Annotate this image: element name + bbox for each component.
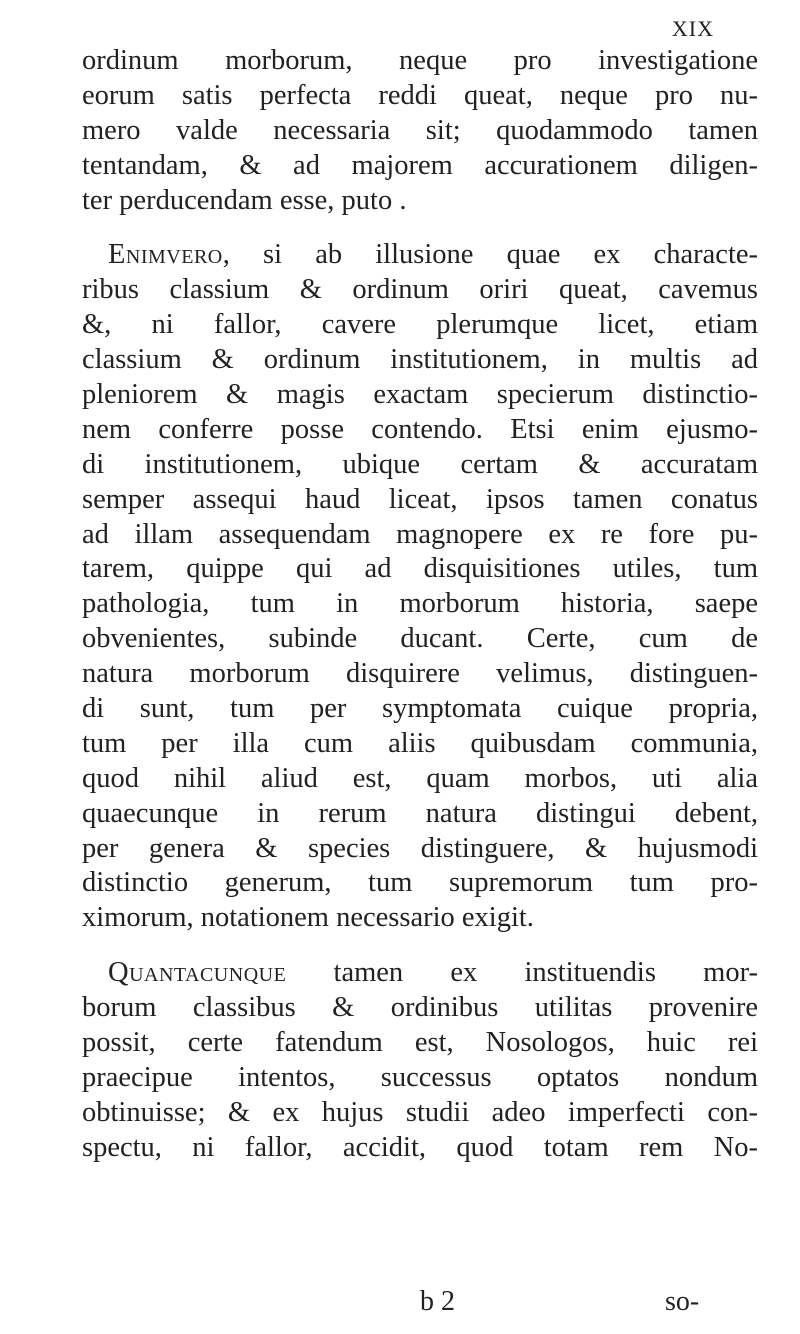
text-line bbox=[82, 956, 758, 991]
text-line: obvenientes, subinde ducant. Certe, cum de bbox=[82, 623, 758, 655]
text-line: ximorum, notationem necessario exigit. bbox=[82, 902, 534, 934]
page-footer bbox=[0, 1286, 800, 1326]
text-line: ribus classium & ordinum oriri queat, cavemus bbox=[82, 274, 758, 306]
text-line: pleniorem & magis exactam specierum distinctio- bbox=[82, 379, 758, 411]
text-line: spectu, ni fallor, accidit, quod totam rem No- bbox=[82, 1131, 758, 1163]
text-line: obtinuisse; & ex hujus studii adeo imperfecti con- bbox=[82, 1096, 758, 1128]
text-line: pathologia, tum in morborum historia, saepe bbox=[82, 588, 758, 620]
text-line: ad illam assequendam magnopere ex re fore pu- bbox=[82, 518, 758, 550]
paragraph-2 bbox=[82, 238, 758, 936]
text-line: praecipue intentos, successus optatos nondum bbox=[82, 1061, 758, 1093]
paragraph-3 bbox=[82, 956, 758, 1165]
text-line: borum classibus & ordinibus utilitas provenire bbox=[82, 992, 758, 1024]
text-line: mero valde necessaria sit; quodammodo tamen bbox=[82, 114, 758, 146]
line-rest: , si ab illusione quae ex characte- bbox=[222, 239, 758, 271]
signature-mark: b 2 bbox=[420, 1286, 455, 1317]
text-line: tarem, quippe qui ad disquisitiones utiles, tum bbox=[82, 553, 758, 585]
text-line: ter perducendam esse, puto . bbox=[82, 184, 407, 216]
catchword: so- bbox=[665, 1286, 700, 1317]
text-line: di sunt, tum per symptomata cuique propria, bbox=[82, 693, 758, 725]
text-line: &, ni fallor, cavere plerumque licet, etiam bbox=[82, 309, 758, 341]
text-line: eorum satis perfecta reddi queat, neque pro nu- bbox=[82, 79, 758, 111]
text-line: di institutionem, ubique certam & accuratam bbox=[82, 448, 758, 480]
paragraph-1 bbox=[82, 44, 758, 218]
line-rest: tamen ex instituendis mor- bbox=[286, 957, 758, 989]
text-line: natura morborum disquirere velimus, distinguen- bbox=[82, 658, 758, 690]
text-line: nem conferre posse contendo. Etsi enim ejusmo- bbox=[82, 413, 758, 445]
text-line: quaecunque in rerum natura distingui debent, bbox=[82, 797, 758, 829]
text-line: distinctio generum, tum supremorum tum pro- bbox=[82, 867, 758, 899]
text-line: possit, certe fatendum est, Nosologos, huic rei bbox=[82, 1027, 758, 1059]
text-line: quod nihil aliud est, quam morbos, uti alia bbox=[82, 762, 758, 794]
text-body bbox=[82, 44, 758, 1166]
text-line: tentandam, & ad majorem accurationem diligen- bbox=[82, 149, 758, 181]
text-line: classium & ordinum institutionem, in multis ad bbox=[82, 344, 758, 376]
text-line: semper assequi haud liceat, ipsos tamen conatus bbox=[82, 483, 758, 515]
text-line: per genera & species distinguere, & hujusmodi bbox=[82, 832, 758, 864]
text-line: tum per illa cum aliis quibusdam communia, bbox=[82, 727, 758, 759]
text-line: ordinum morborum, neque pro investigatione bbox=[82, 45, 758, 76]
page-number: XIX bbox=[671, 16, 714, 41]
lead-word: Quantacunque bbox=[108, 957, 287, 989]
text-line bbox=[82, 238, 758, 273]
lead-word: Enimvero bbox=[108, 239, 223, 271]
